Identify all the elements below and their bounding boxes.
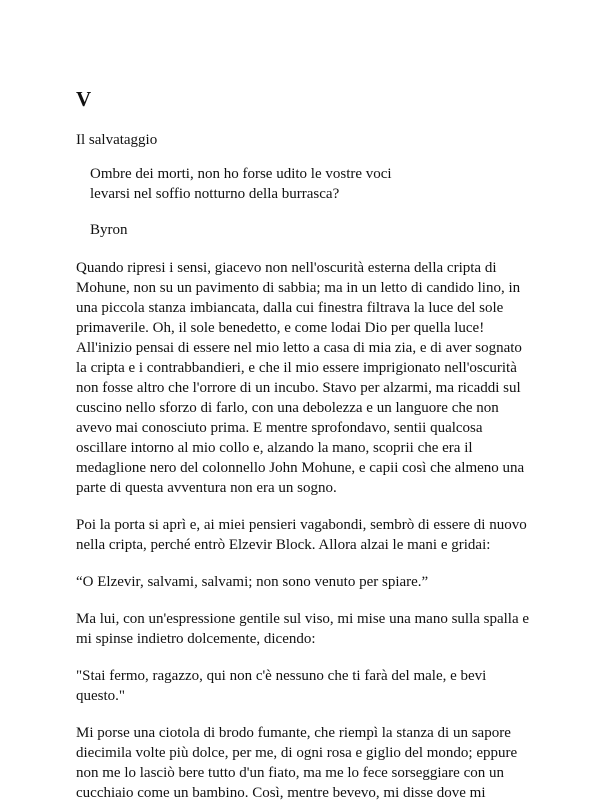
paragraph-line: la cripta e i contrabbandieri, e che il mio essere imprigionato nell'oscurità — [76, 360, 517, 376]
paragraph-line: cuscino nello sforzo di farlo, con una debolezza e un languore che non — [76, 400, 499, 416]
paragraph — [76, 258, 556, 498]
paragraph-line: Mi porse una ciotola di brodo fumante, che riempì la stanza di un sapore — [76, 725, 511, 741]
paragraph-line: "Stai fermo, ragazzo, qui non c'è nessuno che ti farà del male, e bevi — [76, 668, 487, 684]
paragraph-line: primaverile. Oh, il sole benedetto, e come lodai Dio per quella luce! — [76, 320, 485, 336]
paragraph-line: questo." — [76, 688, 126, 704]
paragraph-line: non me lo lasciò bere tutto d'un fiato, ma me lo fece sorseggiare con un — [76, 765, 504, 781]
paragraph — [76, 666, 556, 706]
paragraph — [76, 723, 556, 803]
paragraph-line: “O Elzevir, salvami, salvami; non sono venuto per spiare.” — [76, 574, 429, 590]
paragraph — [76, 609, 556, 649]
paragraph-line: cucchiaio come un bambino. Così, mentre bevevo, mi disse dove mi — [76, 785, 486, 801]
paragraph-line: nella cripta, perché entrò Elzevir Block. Allora alzai le mani e gridai: — [76, 537, 491, 553]
paragraph-line: Poi la porta si aprì e, ai miei pensieri vagabondi, sembrò di essere di nuovo — [76, 517, 527, 533]
paragraph-line: All'inizio pensai di essere nel mio letto a casa di mia zia, e di aver sognato — [76, 340, 522, 356]
paragraph-line: non fosse altro che l'orrore di un incubo. Stavo per alzarmi, ma ricaddi sul — [76, 380, 521, 396]
paragraph-line: Quando ripresi i sensi, giacevo non nell'oscurità esterna della cripta di — [76, 260, 497, 276]
paragraph-line: mi spinse indietro dolcemente, dicendo: — [76, 631, 316, 647]
epigraph — [90, 164, 556, 204]
paragraph-line: diecimila volte più dolce, per me, di ogni rosa e giglio del mondo; eppure — [76, 745, 518, 761]
paragraph-line: Ma lui, con un'espressione gentile sul viso, mi mise una mano sulla spalla e — [76, 611, 530, 627]
epigraph-author: Byron — [90, 222, 128, 238]
paragraph-line: oscillare intorno al mio collo e, alzando la mano, scoprii che era il — [76, 440, 473, 456]
paragraph-line: medaglione nero del colonnello John Mohune, e capii così che almeno una — [76, 460, 525, 476]
epigraph-line: levarsi nel soffio notturno della burrasca? — [90, 186, 340, 202]
paragraph-line: avevo mai conosciuto prima. E mentre sprofondavo, sentii qualcosa — [76, 420, 483, 436]
chapter-number: V — [76, 87, 92, 111]
chapter-title: Il salvataggio — [76, 132, 158, 148]
paragraph — [76, 572, 556, 592]
paragraph-line: Mohune, non su un pavimento di sabbia; ma in un letto di candido lino, in — [76, 280, 521, 296]
paragraph — [76, 515, 556, 555]
paragraph-line: parte di questa avventura non era un sogno. — [76, 480, 337, 496]
epigraph-line: Ombre dei morti, non ho forse udito le vostre voci — [90, 166, 392, 182]
document-page — [76, 86, 556, 803]
paragraph-line: una piccola stanza imbiancata, dalla cui finestra filtrava la luce del sole — [76, 300, 504, 316]
